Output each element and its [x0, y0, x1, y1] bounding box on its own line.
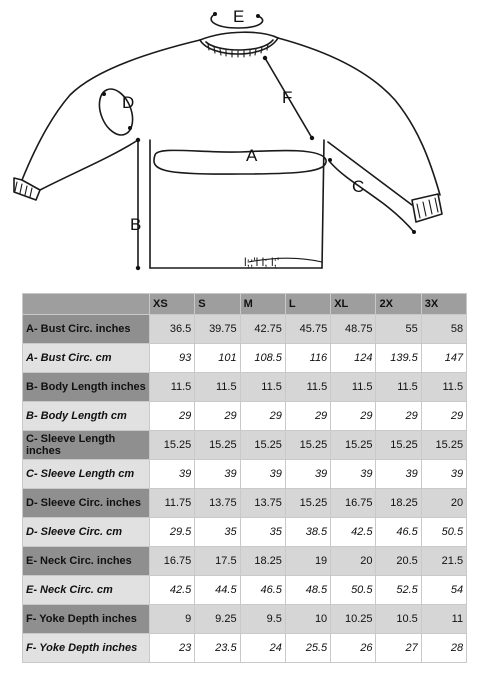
- measurement-cell: 15.25: [285, 431, 330, 460]
- row-label: A- Bust Circ. cm: [23, 344, 150, 373]
- measurement-cell: 116: [285, 344, 330, 373]
- measurement-cell: 35: [195, 518, 240, 547]
- row-label: D- Sleeve Circ. cm: [23, 518, 150, 547]
- measurement-cell: 101: [195, 344, 240, 373]
- measurement-cell: 11.5: [331, 373, 376, 402]
- measurement-cell: 11.5: [421, 373, 466, 402]
- label-e: E: [233, 7, 245, 26]
- measurement-cell: 108.5: [240, 344, 285, 373]
- table-row: [23, 576, 467, 605]
- row-label: D- Sleeve Circ. inches: [23, 489, 150, 518]
- header-size-l: L: [285, 294, 330, 315]
- sweater-drawing: [0, 0, 489, 290]
- table-row: [23, 605, 467, 634]
- measurement-cell: 39: [285, 460, 330, 489]
- measurement-cell: 10: [285, 605, 330, 634]
- row-label: C- Sleeve Length inches: [23, 431, 150, 460]
- measurement-cell: 11.5: [285, 373, 330, 402]
- measurement-cell: 38.5: [285, 518, 330, 547]
- measurement-cell: 39: [195, 460, 240, 489]
- measurement-cell: 20.5: [376, 547, 421, 576]
- measurement-cell: 11.75: [150, 489, 195, 518]
- row-label: F- Yoke Depth inches: [23, 605, 150, 634]
- measurement-cell: 42.5: [331, 518, 376, 547]
- measurement-cell: 15.25: [150, 431, 195, 460]
- bust-measure-outline: [154, 150, 326, 174]
- row-label: B- Body Length inches: [23, 373, 150, 402]
- measurement-cell: 21.5: [421, 547, 466, 576]
- table-row: [23, 518, 467, 547]
- measurement-cell: 11.5: [150, 373, 195, 402]
- table-row: [23, 344, 467, 373]
- body-right-side: [322, 140, 324, 268]
- measurement-cell: 29: [240, 402, 285, 431]
- measurement-cell: 15.25: [421, 431, 466, 460]
- measurement-cell: 29: [150, 402, 195, 431]
- header-size-m: M: [240, 294, 285, 315]
- measurement-cell: 24: [240, 634, 285, 663]
- row-label: E- Neck Circ. inches: [23, 547, 150, 576]
- neck-rib-inner: [206, 40, 273, 50]
- measurement-cell: 39: [331, 460, 376, 489]
- measurement-cell: 15.25: [376, 431, 421, 460]
- measurement-cell: 52.5: [376, 576, 421, 605]
- measurement-cell: 18.25: [240, 547, 285, 576]
- header-size-3x: 3X: [421, 294, 466, 315]
- measurement-cell: 11.5: [376, 373, 421, 402]
- measurement-cell: 28: [421, 634, 466, 663]
- left-sleeve-top: [22, 40, 200, 180]
- size-header-row: [23, 294, 467, 315]
- measurement-cell: 20: [331, 547, 376, 576]
- table-row: [23, 460, 467, 489]
- row-label: B- Body Length cm: [23, 402, 150, 431]
- header-size-xl: XL: [331, 294, 376, 315]
- left-cuff: [14, 178, 40, 200]
- table-row: [23, 634, 467, 663]
- measurement-cell: 39: [376, 460, 421, 489]
- table-row: [23, 431, 467, 460]
- measurement-cell: 19: [285, 547, 330, 576]
- measurement-cell: 29: [376, 402, 421, 431]
- header-size-xs: XS: [150, 294, 195, 315]
- measurement-cell: 124: [331, 344, 376, 373]
- header-size-2x: 2X: [376, 294, 421, 315]
- measurement-cell: 10.5: [376, 605, 421, 634]
- measurement-cell: 29: [195, 402, 240, 431]
- label-c: C: [352, 177, 365, 196]
- measurement-cell: 54: [421, 576, 466, 605]
- measurement-cell: 39: [421, 460, 466, 489]
- measurement-cell: 93: [150, 344, 195, 373]
- measurement-cell: 20: [421, 489, 466, 518]
- table-row: [23, 489, 467, 518]
- label-b: B: [130, 215, 142, 234]
- table-row: [23, 547, 467, 576]
- measurement-cell: 139.5: [376, 344, 421, 373]
- measurement-cell: 48.5: [285, 576, 330, 605]
- measurement-cell: 42.5: [150, 576, 195, 605]
- header-size-s: S: [195, 294, 240, 315]
- measurement-cell: 18.25: [376, 489, 421, 518]
- measurement-cell: 48.75: [331, 315, 376, 344]
- measurement-cell: 9.5: [240, 605, 285, 634]
- measurement-cell: 11.5: [240, 373, 285, 402]
- right-sleeve-under: [328, 142, 412, 205]
- table-row: [23, 402, 467, 431]
- measurement-cell: 15.25: [240, 431, 285, 460]
- measurement-cell: 9: [150, 605, 195, 634]
- measurement-cell: 29: [421, 402, 466, 431]
- measurement-cell: 29: [285, 402, 330, 431]
- measurement-cell: 39: [240, 460, 285, 489]
- measurement-cell: 10.25: [331, 605, 376, 634]
- measurement-cell: 13.75: [240, 489, 285, 518]
- measurement-cell: 36.5: [150, 315, 195, 344]
- measurement-cell: 11.5: [195, 373, 240, 402]
- measurement-cell: 45.75: [285, 315, 330, 344]
- measurement-cell: 11: [421, 605, 466, 634]
- row-label: C- Sleeve Length cm: [23, 460, 150, 489]
- label-a: A: [246, 146, 258, 165]
- measurement-cell: 15.25: [331, 431, 376, 460]
- size-measurements-table: [22, 293, 467, 663]
- row-label: A- Bust Circ. inches: [23, 315, 150, 344]
- row-label: F- Yoke Depth inches: [23, 634, 150, 663]
- label-f: F: [282, 88, 293, 107]
- measurement-cell: 27: [376, 634, 421, 663]
- table-row: [23, 373, 467, 402]
- measurement-cell: 46.5: [240, 576, 285, 605]
- measurement-cell: 13.75: [195, 489, 240, 518]
- row-label: E- Neck Circ. cm: [23, 576, 150, 605]
- left-sleeve-under: [40, 140, 138, 190]
- measurement-cell: 55: [376, 315, 421, 344]
- measurement-cell: 29.5: [150, 518, 195, 547]
- sweater-schematic: [0, 0, 489, 290]
- measurement-cell: 23: [150, 634, 195, 663]
- measurement-cell: 147: [421, 344, 466, 373]
- neck-back-line: [200, 32, 278, 40]
- measurement-cell: 16.75: [150, 547, 195, 576]
- measurement-cell: 25.5: [285, 634, 330, 663]
- measurement-cell: 39: [150, 460, 195, 489]
- measurement-cell: 44.5: [195, 576, 240, 605]
- table-row: [23, 315, 467, 344]
- measurement-cell: 50.5: [421, 518, 466, 547]
- measurement-cell: 15.25: [285, 489, 330, 518]
- label-d: D: [122, 93, 135, 112]
- measurement-cell: 16.75: [331, 489, 376, 518]
- measurement-cell: 15.25: [195, 431, 240, 460]
- measurement-cell: 9.25: [195, 605, 240, 634]
- measurement-cell: 35: [240, 518, 285, 547]
- hem-rib-marks: l;;'l l; l;': [244, 255, 280, 269]
- measurement-cell: 29: [331, 402, 376, 431]
- measurement-cell: 39.75: [195, 315, 240, 344]
- measurement-cell: 58: [421, 315, 466, 344]
- header-blank: [23, 294, 150, 315]
- measurement-cell: 26: [331, 634, 376, 663]
- measurement-cell: 50.5: [331, 576, 376, 605]
- measurement-cell: 23.5: [195, 634, 240, 663]
- measurement-cell: 46.5: [376, 518, 421, 547]
- measurement-cell: 17.5: [195, 547, 240, 576]
- measurement-cell: 42.75: [240, 315, 285, 344]
